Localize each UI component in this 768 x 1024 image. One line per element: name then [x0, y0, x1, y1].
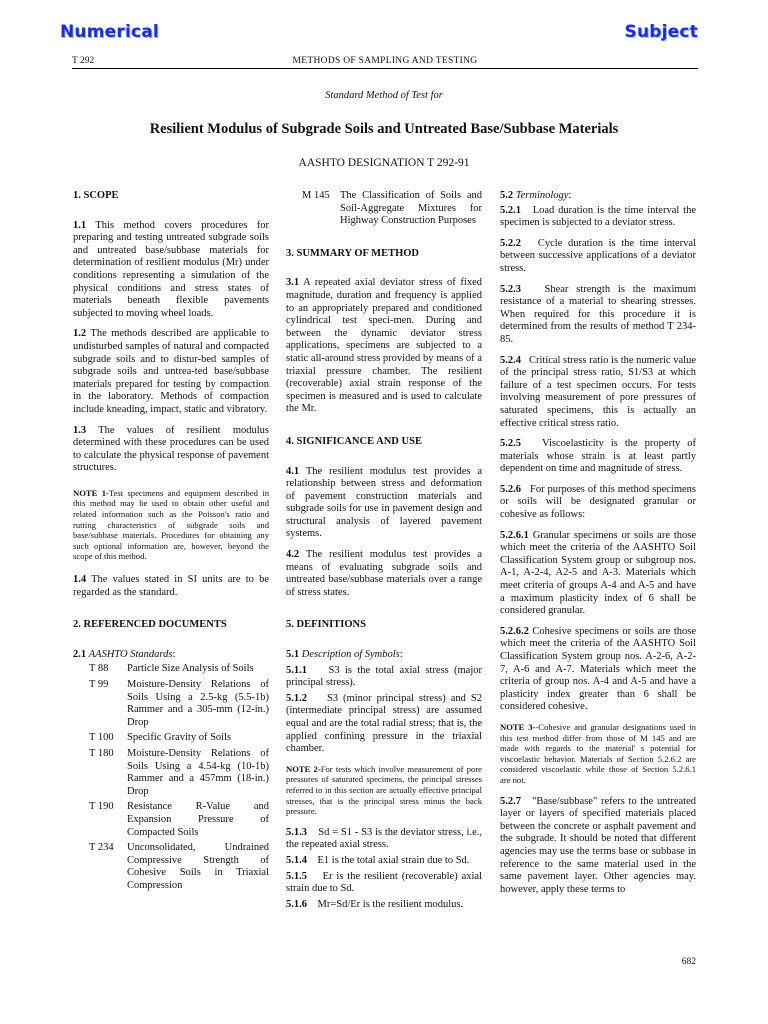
paragraph-text: Sd = S1 - S3 is the deviator stress, i.e., the repeated axial stress.	[286, 826, 482, 851]
reference-code: T 234	[89, 842, 114, 854]
symbols-label: Description of Symbols	[301, 649, 400, 661]
paragraph-text: The resilient modulus test provides a means of evaluating subgrade soils and untreated base/subbase materials over a range of stress states.	[286, 549, 482, 598]
paragraph-text: The methods described are applicable to undisturbed samples of natural and compacted subgrade soils and to distur-bed samples of subgrade soils and untrea-ted base/subbase materials prepared for testing by compaction in the laboratory. Methods of compaction include kneading, impact, static and vibratory.	[73, 328, 269, 415]
note-label: NOTE 1-	[73, 487, 109, 498]
paragraph-1-4	[73, 574, 269, 599]
reference-title: Specific Gravity of Soils	[127, 732, 232, 744]
note-text: For tests which involve measurement of pore pressures of saturated specimens, the principal stresses referred to in this section are actually effective principal stresses, that is the principal stress minus the back pressure.	[286, 763, 482, 817]
paragraph-5-1-4	[286, 855, 482, 868]
section-number: 5.1.2	[286, 692, 307, 704]
note-2	[286, 764, 482, 817]
paragraph-3-1	[286, 277, 482, 416]
paragraph-5-2	[500, 190, 696, 203]
paragraph-2-1	[73, 649, 269, 662]
header-code: T 292	[72, 56, 95, 66]
paragraph-text: Load duration is the time interval the specimen is subjected to a deviator stress.	[500, 204, 696, 229]
paragraph-text: The values stated in SI units are to be regarded as the standard.	[73, 574, 269, 598]
reference-code: M 145	[302, 190, 330, 201]
paragraph-5-2-6-1	[500, 530, 696, 618]
paragraph-5-2-4	[500, 355, 696, 431]
paragraph-text: Cohesive specimens or soils are those which meet the criteria of the AASHTO Soil Classification System group nos. A-2-6, A-2-7, A-6 and A-7. Materials which meet the criteria of group nos. A-4 and A-5 and have a plasticity index greater than 6 shall be considered cohesive.	[500, 625, 696, 713]
reference-title: Unconsolidated, Undrained Compressive Strength of Cohesive Soils in Triaxial Compression	[127, 842, 269, 891]
paragraph-text: Cycle duration is the time interval between successive applications of a deviator stress.	[500, 237, 697, 274]
reference-item	[73, 748, 269, 798]
section-number: 5.1	[286, 649, 300, 661]
terminology-label: Terminology	[515, 190, 569, 201]
reference-title: Resistance R-Value and Expansion Pressure of Compacted Soils	[127, 801, 269, 838]
paragraph-5-1-6	[286, 899, 482, 912]
section-number: 5.2.6.2	[500, 625, 529, 637]
section-number: 2.1	[73, 648, 87, 660]
section-number: 1.2	[73, 328, 87, 340]
colon: :	[172, 648, 176, 660]
reference-title: The Classification of Soils and Soil-Aggregate Mixtures for Highway Construction Purposes	[340, 190, 482, 227]
significance-heading: 4. SIGNIFICANCE AND USE	[286, 435, 422, 447]
paragraph-text: Viscoelasticity is the property of materials whose strain is at least partly dependent on time and magnitude of stress.	[500, 438, 697, 475]
paragraph-5-1	[286, 649, 482, 662]
note-text: Test specimens and equipment described in this method may be used to obtain other useful and related information such as the Poisson's ratio and rutting characteristics of subgrade soils and base/subbase materials. Procedures for obtaining any such optional information are, however, beyond the scope of this method.	[73, 487, 270, 562]
numerical-stamp: Numerical	[60, 22, 159, 42]
colon: :	[568, 190, 572, 201]
section-number: 5.2.4	[500, 354, 521, 366]
reference-code: T 88	[89, 663, 109, 675]
section-number: 5.2.2	[500, 237, 521, 249]
column-3	[500, 190, 696, 896]
reference-code: T 99	[89, 679, 109, 690]
paragraph-4-2	[286, 549, 482, 599]
reference-code: T 180	[89, 747, 114, 759]
paragraph-text: For purposes of this method specimens or soils will be designated granular or cohesive as follows:	[500, 483, 697, 521]
note-label: NOTE 3-	[500, 721, 536, 732]
section-number: 5.2.1	[500, 204, 521, 216]
paragraph-5-1-1	[286, 665, 482, 690]
running-header	[72, 56, 698, 69]
section-number: 5.1.4	[286, 854, 307, 866]
paragraph-text: S3 is the total axial stress (major principal stress).	[286, 664, 483, 689]
reference-item	[73, 663, 269, 676]
paragraph-text: Granular specimens or soils are those which meet the criteria of the AASHTO Soil Classification System group or subgroup nos. A-1, A-2-4, A2-5 and A-3. Materials which meet criteria of groups A-4 and A-5 and have a maximum plasticity index of 6 shall be considered granular.	[500, 529, 696, 617]
paragraph-text: A repeated axial deviator stress of fixed magnitude, duration and frequency is applied to an appropriately prepared and conditioned cylindrical test speci-men. During and between the dynamic deviator stress applications, specimens are subjected to a static all-around stress provided by means of a triaxial pressure chamber. The resilient (recoverable) axial strain response of the specimen is measured and is used to calculate the Mr.	[286, 277, 482, 415]
reference-title: Moisture-Density Relations of Soils Using a 4.54-kg (10-1b) Rammer and a 457mm (18-in.) Drop	[127, 747, 269, 797]
section-number: 5.1.3	[286, 826, 307, 838]
reference-title: Particle Size Analysis of Soils	[127, 663, 254, 675]
section-number: 3.1	[286, 277, 300, 289]
reference-item	[73, 842, 269, 892]
paragraph-5-2-1	[500, 205, 696, 230]
reference-code: T 100	[89, 732, 114, 744]
paragraph-text: The values of resilient modulus determined with these procedures can be used to calculate the physical response of pavement structures.	[73, 424, 269, 474]
column-1	[73, 190, 269, 896]
paragraph-text: The resilient modulus test provides a relationship between stress and deformation of pavement construction materials and subgrade soils for use in pavement design and structural analysis of layered pavement systems.	[286, 465, 482, 540]
paragraph-1-3	[73, 425, 269, 475]
standard-method-label: Standard Method of Test for	[325, 90, 443, 101]
section-number: 4.2	[286, 549, 300, 561]
section-number: 5.2.3	[500, 283, 521, 295]
paragraph-5-2-6	[500, 484, 696, 522]
note-3	[500, 722, 696, 786]
paragraph-5-1-3	[286, 827, 482, 852]
paragraph-5-2-6-2	[500, 626, 696, 714]
subject-stamp: Subject	[624, 22, 698, 42]
reference-item	[73, 679, 269, 729]
column-2	[286, 190, 482, 911]
paragraph-1-2	[73, 328, 269, 416]
document-title: Resilient Modulus of Subgrade Soils and Untreated Base/Subbase Materials	[149, 121, 619, 137]
paragraph-1-1	[73, 220, 269, 321]
note-text: -Cohesive and granular designations used in this test method differ from those of M 145 and are made with regards to the material' s potential for viscoelastic behavior. Materials of Section 5.2.6.2 are considered viscoelastic while those of Section 5.2.6.1 are not.	[500, 721, 696, 785]
aashto-standards-label: AASHTO Standards	[88, 648, 173, 660]
section-number: 5.2.6	[500, 483, 521, 495]
referenced-documents-heading: 2. REFERENCED DOCUMENTS	[73, 619, 227, 631]
reference-item	[73, 801, 269, 839]
scope-heading: 1. SCOPE	[73, 190, 119, 201]
section-number: 1.3	[73, 424, 87, 436]
colon: :	[399, 649, 403, 661]
section-number: 5.2.6.1	[500, 529, 529, 541]
summary-heading: 3. SUMMARY OF METHOD	[286, 247, 420, 259]
note-1	[73, 488, 269, 562]
section-number: 1.1	[73, 219, 87, 231]
reference-item-m145	[286, 190, 482, 228]
section-number: 1.4	[73, 574, 87, 586]
paragraph-5-2-2	[500, 238, 696, 276]
section-number: 4.1	[286, 465, 300, 477]
paragraph-5-2-3	[500, 284, 696, 347]
section-number: 5.1.5	[286, 870, 307, 882]
paragraph-text: Mr=Sd/Er is the resilient modulus.	[317, 898, 464, 910]
paragraph-4-1	[286, 466, 482, 542]
section-number: 5.1.6	[286, 898, 307, 910]
page-number: 682	[681, 957, 696, 967]
paragraph-text: "Base/subbase" refers to the untreated layer or layers of specified materials placed between the concrete or asphalt pavement and the subgrade. It should be noted that different agencies may use the terms base or subbase in reference to the same material used in the same pavement layer. Other agencies may. however, apply these terms to	[500, 795, 697, 895]
section-number: 5.2	[500, 190, 514, 201]
paragraph-text: Critical stress ratio is the numeric value of the principal stress ratio, S1/S3 at which failure of a test specimen occurs. For tests involving measurement of pore pressures of saturated specimens, this is actually an effective critical stress ratio.	[500, 354, 696, 429]
paragraph-text: Shear strength is the maximum resistance of a material to shearing stresses. When required for this procedure it is determined from the results of method T 234-85.	[500, 283, 696, 345]
reference-item	[73, 732, 269, 745]
reference-title: Moisture-Density Relations of Soils Using a 2.5-kg (5.5-1b) Rammer and a 305-mm (12-in.) Drop	[127, 679, 269, 728]
paragraph-5-1-2	[286, 693, 482, 756]
section-number: 5.1.1	[286, 664, 307, 676]
definitions-heading: 5. DEFINITIONS	[286, 619, 366, 631]
paragraph-text: Er is the resilient (recoverable) axial strain due to Sd.	[286, 870, 482, 895]
header-title: METHODS OF SAMPLING AND TESTING	[292, 56, 478, 66]
reference-code: T 190	[89, 801, 114, 813]
note-label: NOTE 2-	[286, 763, 321, 774]
paragraph-text: This method covers procedures for preparing and testing untreated subgrade soils and untreated base/subbase materials for determination of resilient modulus (Mr) under conditions representing a simulation of the physical conditions and stress states of materials beneath flexible pavements subjected to moving wheel loads.	[73, 219, 269, 319]
section-number: 5.2.5	[500, 438, 521, 450]
paragraph-5-2-7	[500, 796, 696, 897]
paragraph-text: E1 is the total axial strain due to Sd.	[317, 854, 470, 866]
paragraph-5-2-5	[500, 438, 696, 476]
paragraph-5-1-5	[286, 871, 482, 896]
paragraph-text: S3 (minor principal stress) and S2 (intermediate principal stress) are assumed equal and are the total radial stress; that is, the applied confining pressure in the triaxial chamber.	[286, 692, 482, 755]
aashto-designation: AASHTO DESIGNATION T 292-91	[298, 157, 470, 169]
section-number: 5.2.7	[500, 795, 521, 807]
